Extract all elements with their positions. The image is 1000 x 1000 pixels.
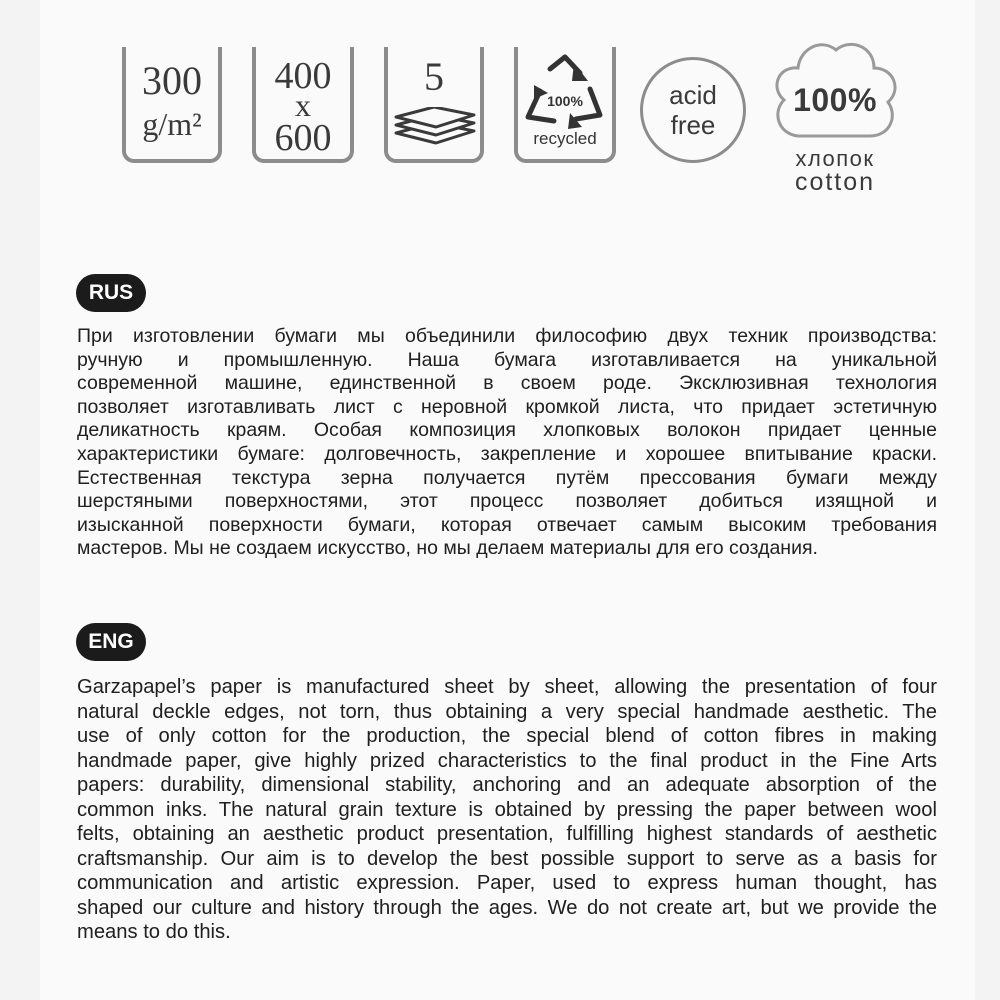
- text-line: felts, obtaining an aesthetic product presentation, fulfilling highest standards of aesthetic: [77, 823, 937, 845]
- recycled-label: recycled: [533, 129, 597, 148]
- recycled-percent: 100%: [547, 93, 583, 109]
- paper-weight-tile: [122, 47, 222, 163]
- text-line: use of only cotton for the production, the special blend of cotton fibres in making: [77, 725, 937, 747]
- text-line: позволяет изготавливать лист с неровной кромкой листа, что придает эстетичную: [77, 395, 937, 418]
- cotton-label-ru: хлопок: [795, 146, 875, 171]
- text-line: характеристики бумаге: долговечность, закрепление и хорошее впитывание краски.: [77, 442, 937, 465]
- language-badge-eng: ENG: [76, 623, 146, 661]
- sheet-size-separator: x: [295, 87, 311, 123]
- cotton-label-en: cotton: [794, 168, 876, 196]
- acid-free-line2: free: [670, 110, 716, 140]
- text-line: современной машине, единственной в своем роде. Эксклюзивная технология: [77, 372, 937, 395]
- paper-weight-value: 300: [142, 58, 202, 103]
- text-line: craftsmanship. Our aim is to develop the best possible support to serve as a basis for: [77, 847, 937, 870]
- sheet-count: 5: [424, 54, 444, 99]
- recycled-tile: [514, 47, 616, 163]
- text-line: ручную и промышленную. Наша бумага изготавливается на уникальной: [77, 348, 937, 371]
- sheet-count-tile: [384, 47, 484, 163]
- text-line: При изготовлении бумаги мы объединили философию двух техник производства:: [77, 325, 937, 347]
- sheet-width: 400: [274, 55, 332, 97]
- acid-free-badge: [640, 57, 746, 163]
- text-line: shaped our culture and history through the ages. We do not create art, but we provide the: [77, 896, 937, 919]
- text-line: деликатность краям. Особая композиция хлопковых волокон придает ценные: [77, 419, 937, 442]
- cotton-badge: [770, 36, 900, 196]
- cotton-percent: 100%: [793, 82, 877, 118]
- sheet-size-tile: [252, 47, 354, 163]
- sheet-height: 600: [274, 117, 332, 159]
- acid-free-line1: acid: [669, 80, 717, 110]
- feature-icons: [0, 0, 1000, 200]
- text-line: мастеров. Мы не создаем искусство, но мы делаем материалы для его создания.: [77, 537, 818, 560]
- paper-weight-unit: g/m²: [142, 106, 202, 142]
- text-line: natural deckle edges, not torn, thus obtaining a very special handmade aesthetic. The: [77, 700, 937, 723]
- text-line: papers: durability, dimensional stability, anchoring and an adequate absorption of the: [77, 774, 937, 796]
- text-line: handmade paper, give highly prized characteristics to the final product in the Fine Arts: [77, 749, 937, 772]
- text-line: common inks. The natural grain texture is obtained by pressing the paper between wool: [77, 798, 937, 821]
- text-line: Garzapapel’s paper is manufactured sheet by sheet, allowing the presentation of four: [77, 676, 937, 698]
- text-line: изысканной поверхности бумаги, которая отвечает самым высоким требования: [77, 513, 937, 536]
- text-line: communication and artistic expression. Paper, used to express human thought, has: [77, 872, 937, 894]
- text-line: means to do this.: [77, 921, 231, 943]
- description-eng: [77, 675, 937, 945]
- text-line: Естественная текстура зерна получается путём прессования бумаги между: [77, 466, 937, 489]
- description-rus: [77, 325, 937, 561]
- stacked-sheets-icon: [392, 107, 478, 147]
- language-badge-rus: RUS: [76, 274, 146, 312]
- text-line: шерстяными поверхностями, этот процесс позволяет добиться изящной и: [77, 490, 937, 513]
